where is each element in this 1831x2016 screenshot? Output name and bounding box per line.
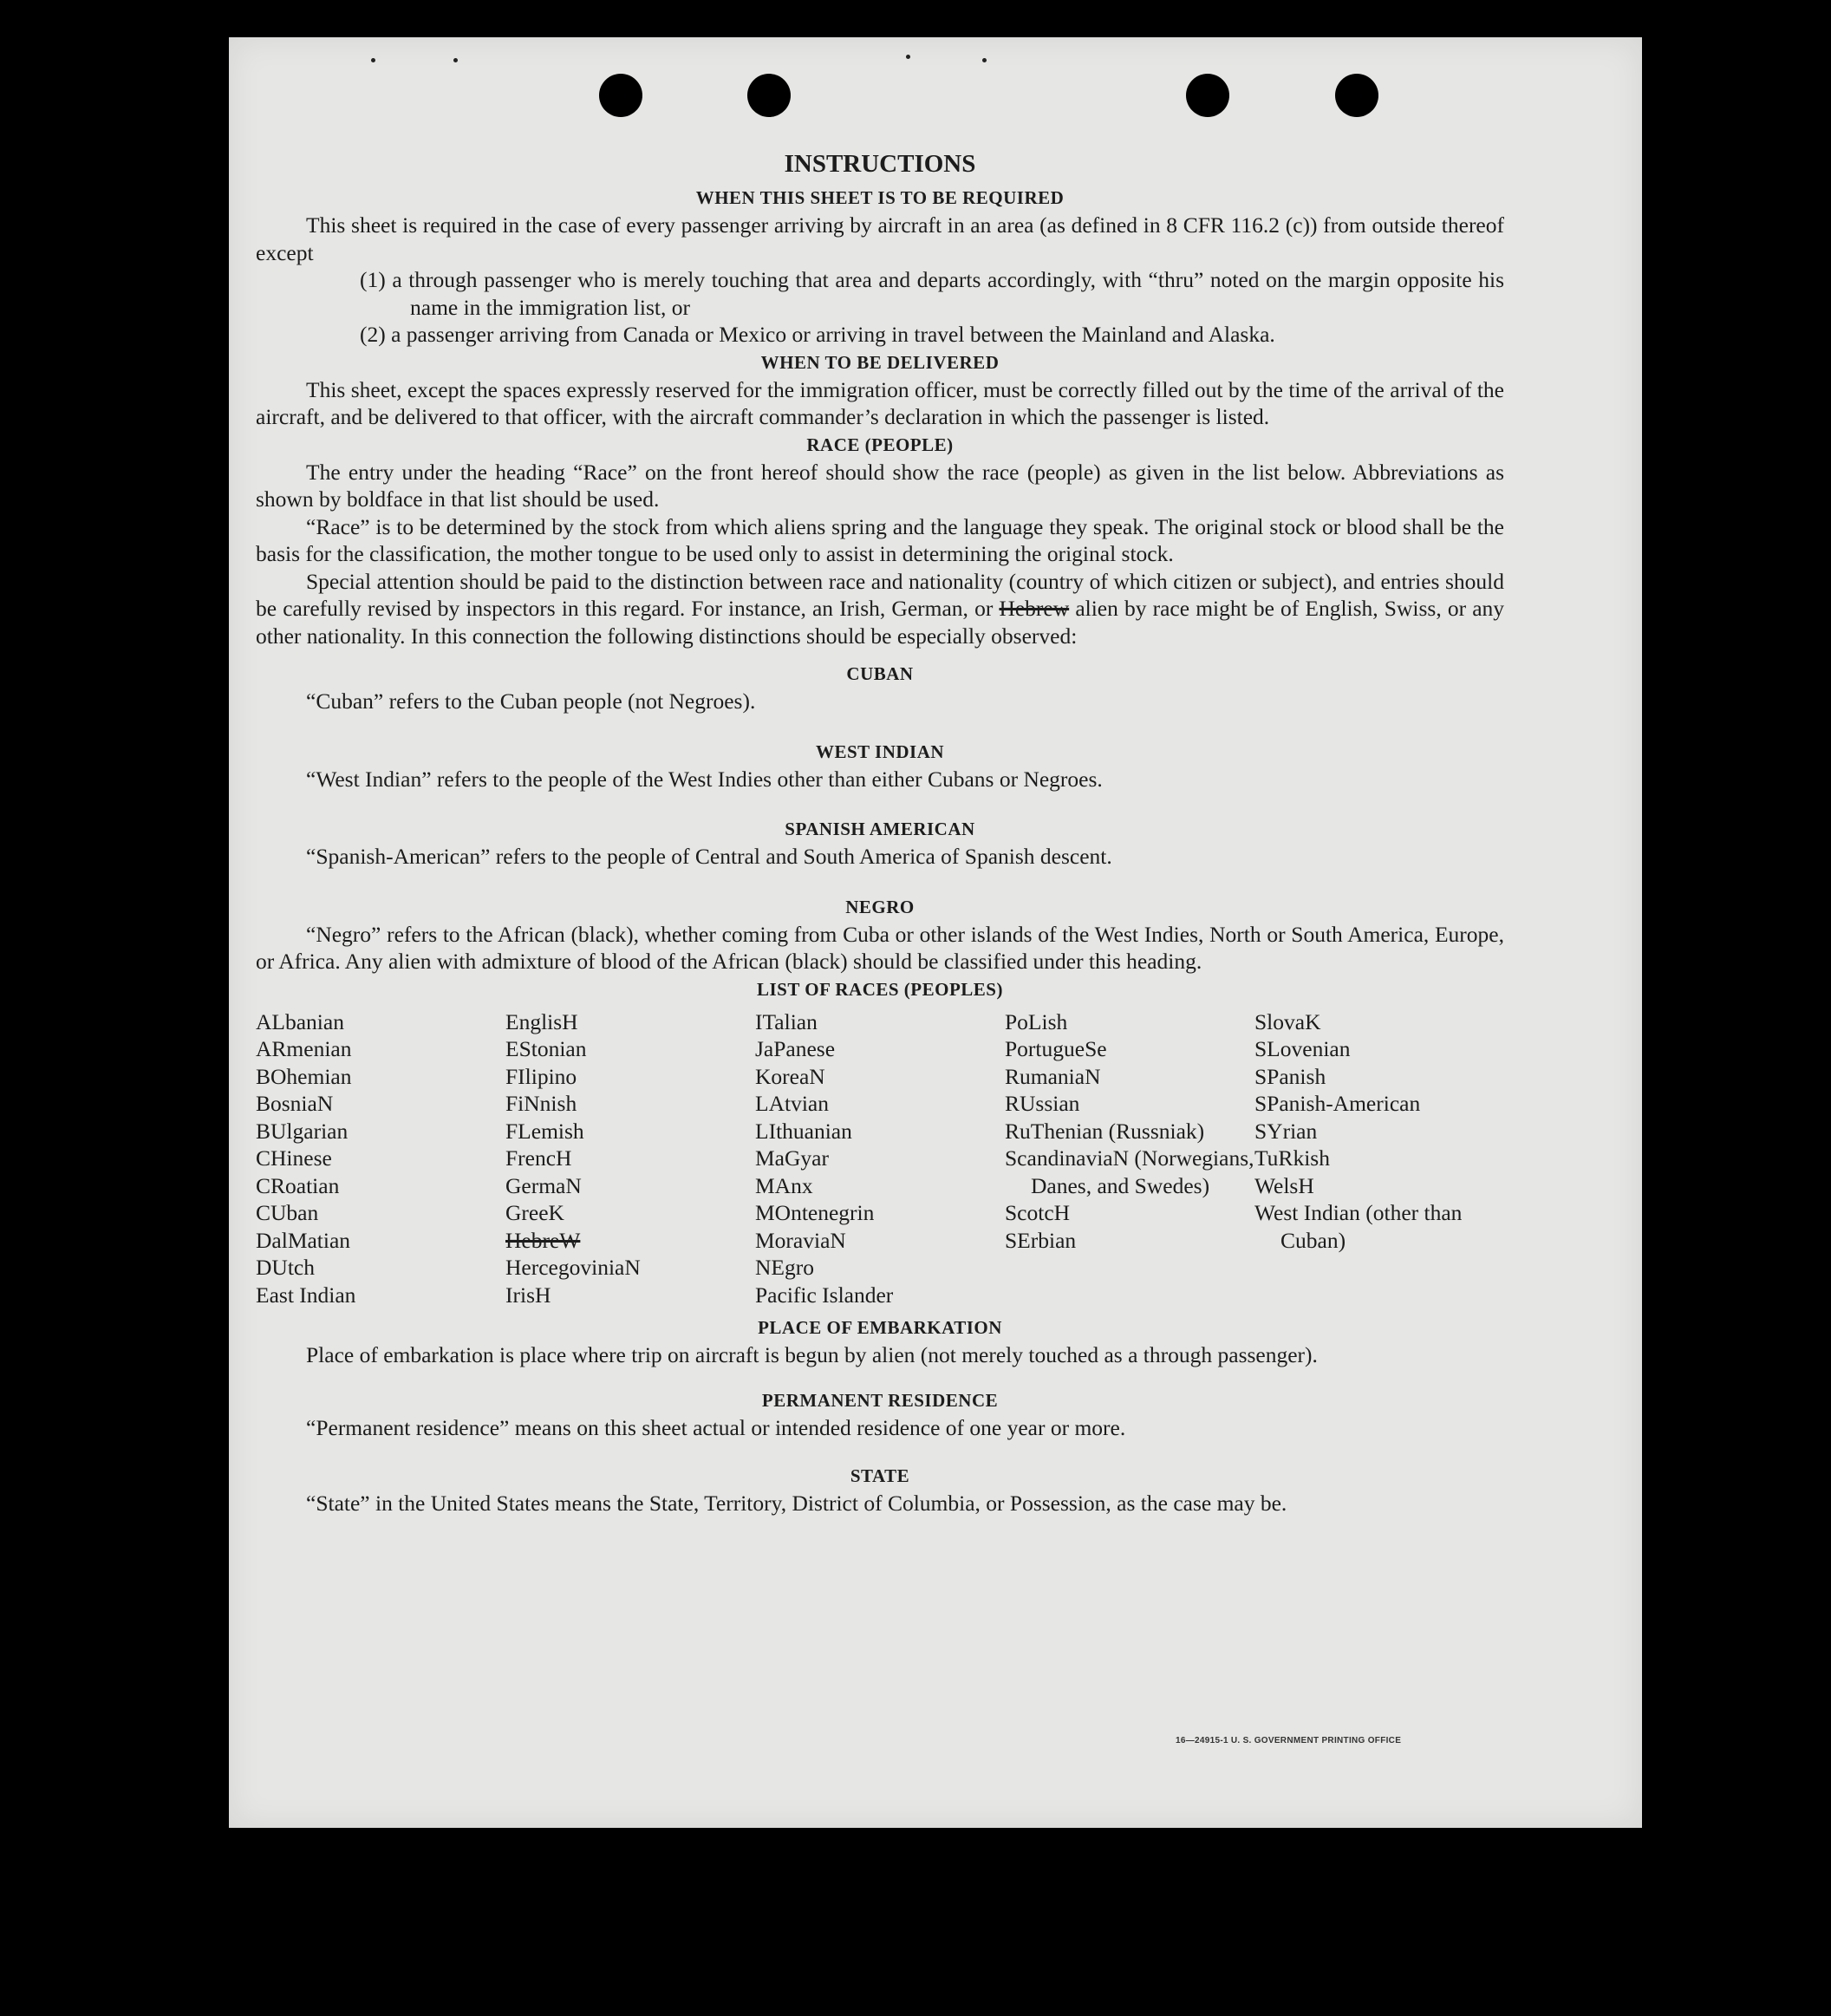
race-entry: DUtch <box>256 1255 315 1280</box>
speck <box>906 55 910 59</box>
race-entry: EnglisH <box>505 1008 578 1034</box>
heading-cuban: CUBAN <box>846 663 914 684</box>
race-entry: DalMatian <box>256 1227 351 1253</box>
heading-delivered: WHEN TO BE DELIVERED <box>760 351 1000 373</box>
race-entry: PortugueSe <box>1005 1036 1107 1061</box>
race-entry: Pacific Islander <box>755 1282 894 1308</box>
cuban-text: “Cuban” refers to the Cuban people (not Negroes). <box>306 688 756 714</box>
required-intro: This sheet is required in the case of every passenger arriving by aircraft in an area (as defined in 8 CFR 116.2 (c)) from outside thereof except <box>256 212 1504 265</box>
races-list <box>256 1008 1504 1309</box>
race-paragraph-2: “Race” is to be determined by the stock from which aliens spring and the language they speak. The original stock or blood shall be the basis for the classification, the mother tongue to be used only to assist in determining the original stock. <box>256 513 1504 566</box>
race-paragraph-3 <box>256 568 1504 650</box>
punch-hole-3 <box>1186 74 1229 117</box>
race-entry: LAtvian <box>755 1091 829 1116</box>
race-entry: MaGyar <box>755 1145 829 1171</box>
speck <box>371 58 375 62</box>
race-entry: MoraviaN <box>755 1227 846 1253</box>
struck-word: Hebrew <box>999 596 1070 621</box>
race-entry: ARmenian <box>256 1036 352 1061</box>
west-indian-text: “West Indian” refers to the people of the West Indies other than either Cubans or Negroes. <box>306 766 1103 792</box>
document-body <box>256 150 1504 1517</box>
spanish-american-text: “Spanish-American” refers to the people of Central and South America of Spanish descent. <box>306 844 1112 869</box>
race-entry: FiNnish <box>505 1091 577 1116</box>
race-entry: RumaniaN <box>1005 1063 1101 1089</box>
race-entry: FrencH <box>505 1145 572 1171</box>
state-text: “State” in the United States means the State, Territory, District of Columbia, or Possession, as the case may be. <box>306 1491 1287 1516</box>
race-entry: SlovaK <box>1254 1008 1321 1034</box>
race-entry: MOntenegrin <box>755 1200 875 1225</box>
races-column-5 <box>1254 1008 1504 1309</box>
race-entry: ALbanian <box>256 1008 344 1034</box>
race-entry: CUban <box>256 1200 319 1225</box>
heading-spanish-american: SPANISH AMERICAN <box>785 819 975 839</box>
race-entry: TuRkish <box>1254 1145 1330 1171</box>
heading-west-indian: WEST INDIAN <box>815 741 945 762</box>
race-entry: RUssian <box>1005 1091 1080 1116</box>
race-entry: IrisH <box>505 1282 551 1308</box>
residence-text: “Permanent residence” means on this sheet actual or intended residence of one year or more. <box>306 1414 1126 1440</box>
heading-residence: PERMANENT RESIDENCE <box>761 1389 999 1411</box>
race-entry: SPanish <box>1254 1063 1326 1089</box>
race-p3-start: Special attention should be paid to the distinction between race and nationality (country of which citizen or subject), and entries should be carefully revised by inspectors in this regard. For instance, an Irish, German, or <box>256 568 1504 621</box>
race-entry: East Indian <box>256 1282 356 1308</box>
race-p3-end: alien by race might be of English, Swiss, or any other nationality. In this connection the following distinctions should be especially observed: <box>256 596 1505 649</box>
speck <box>982 58 987 62</box>
race-entry: CHinese <box>256 1145 332 1171</box>
negro-text: “Negro” refers to the African (black), whether coming from Cuba or other islands of the West Indies, North or South America, Europe, or Africa. Any alien with admixture of blood of the African (black) should be classified under this heading. <box>256 921 1504 974</box>
document-title: INSTRUCTIONS <box>784 150 976 178</box>
race-entry: JaPanese <box>755 1036 836 1061</box>
embarkation-text: Place of embarkation is place where trip on aircraft is begun by alien (not merely touched as a through passenger). <box>306 1342 1318 1367</box>
race-entry: ITalian <box>755 1008 818 1034</box>
race-entry: HercegoviniaN <box>505 1255 641 1280</box>
race-entry: RuThenian (Russniak) <box>1005 1118 1205 1144</box>
heading-negro: NEGRO <box>845 896 915 917</box>
race-entry: BOhemian <box>256 1063 352 1089</box>
race-entry: West Indian (other than Cuban) <box>1254 1200 1463 1253</box>
races-column-1 <box>256 1008 505 1309</box>
race-entry: SLovenian <box>1254 1036 1351 1061</box>
punch-hole-1 <box>599 74 642 117</box>
race-entry: LIthuanian <box>755 1118 852 1144</box>
race-entry: PoLish <box>1005 1008 1068 1034</box>
race-entry: NEgro <box>755 1255 814 1280</box>
heading-state: STATE <box>850 1465 910 1486</box>
races-column-2 <box>505 1008 755 1309</box>
required-item-2: (2) a passenger arriving from Canada or Mexico or arriving in travel between the Mainland and Alaska. <box>360 322 1275 347</box>
heading-required: WHEN THIS SHEET IS TO BE REQUIRED <box>695 187 1065 208</box>
race-entry: SErbian <box>1005 1227 1077 1253</box>
races-column-3 <box>755 1008 1005 1309</box>
race-entry: WelsH <box>1254 1172 1314 1198</box>
race-entry-struck: HebreW <box>505 1227 581 1253</box>
race-entry: CRoatian <box>256 1172 340 1198</box>
speck <box>453 58 458 62</box>
race-entry: MAnx <box>755 1172 813 1198</box>
races-column-4 <box>1005 1008 1254 1309</box>
punch-hole-4 <box>1335 74 1378 117</box>
required-item-1: (1) a through passenger who is merely touching that area and departs accordingly, with “thru” noted on the margin opposite his name in the immigration list, or <box>360 267 1504 320</box>
race-entry: FLemish <box>505 1118 584 1144</box>
race-paragraph-1: The entry under the heading “Race” on the front hereof should show the race (people) as given in the list below. Abbreviations as shown by boldface in that list should be used. <box>256 459 1504 512</box>
print-office-imprint: 16—24915-1 U. S. GOVERNMENT PRINTING OFFICE <box>1176 1736 1402 1745</box>
race-entry: EStonian <box>505 1036 587 1061</box>
race-entry: FIlipino <box>505 1063 577 1089</box>
race-entry: KoreaN <box>755 1063 825 1089</box>
document-page <box>229 37 1642 1828</box>
race-entry: GreeK <box>505 1200 564 1225</box>
heading-list-of-races: LIST OF RACES (PEOPLES) <box>757 978 1003 1000</box>
punch-hole-2 <box>747 74 791 117</box>
race-entry: GermaN <box>505 1172 582 1198</box>
race-entry: BUlgarian <box>256 1118 349 1144</box>
race-entry: BosniaN <box>256 1091 334 1116</box>
delivered-text: This sheet, except the spaces expressly reserved for the immigration officer, must be correctly filled out by the time of the arrival of the aircraft, and be delivered to that officer, with the aircraft commander’s declaration in which the passenger is listed. <box>256 376 1504 429</box>
race-entry: SYrian <box>1254 1118 1318 1144</box>
race-entry: ScotcH <box>1005 1200 1071 1225</box>
race-entry: SPanish-American <box>1254 1091 1421 1116</box>
heading-embarkation: PLACE OF EMBARKATION <box>758 1317 1002 1338</box>
race-entry: ScandinaviaN (Norwegians, Danes, and Swedes) <box>1005 1145 1254 1198</box>
heading-race: RACE (PEOPLE) <box>806 434 954 455</box>
